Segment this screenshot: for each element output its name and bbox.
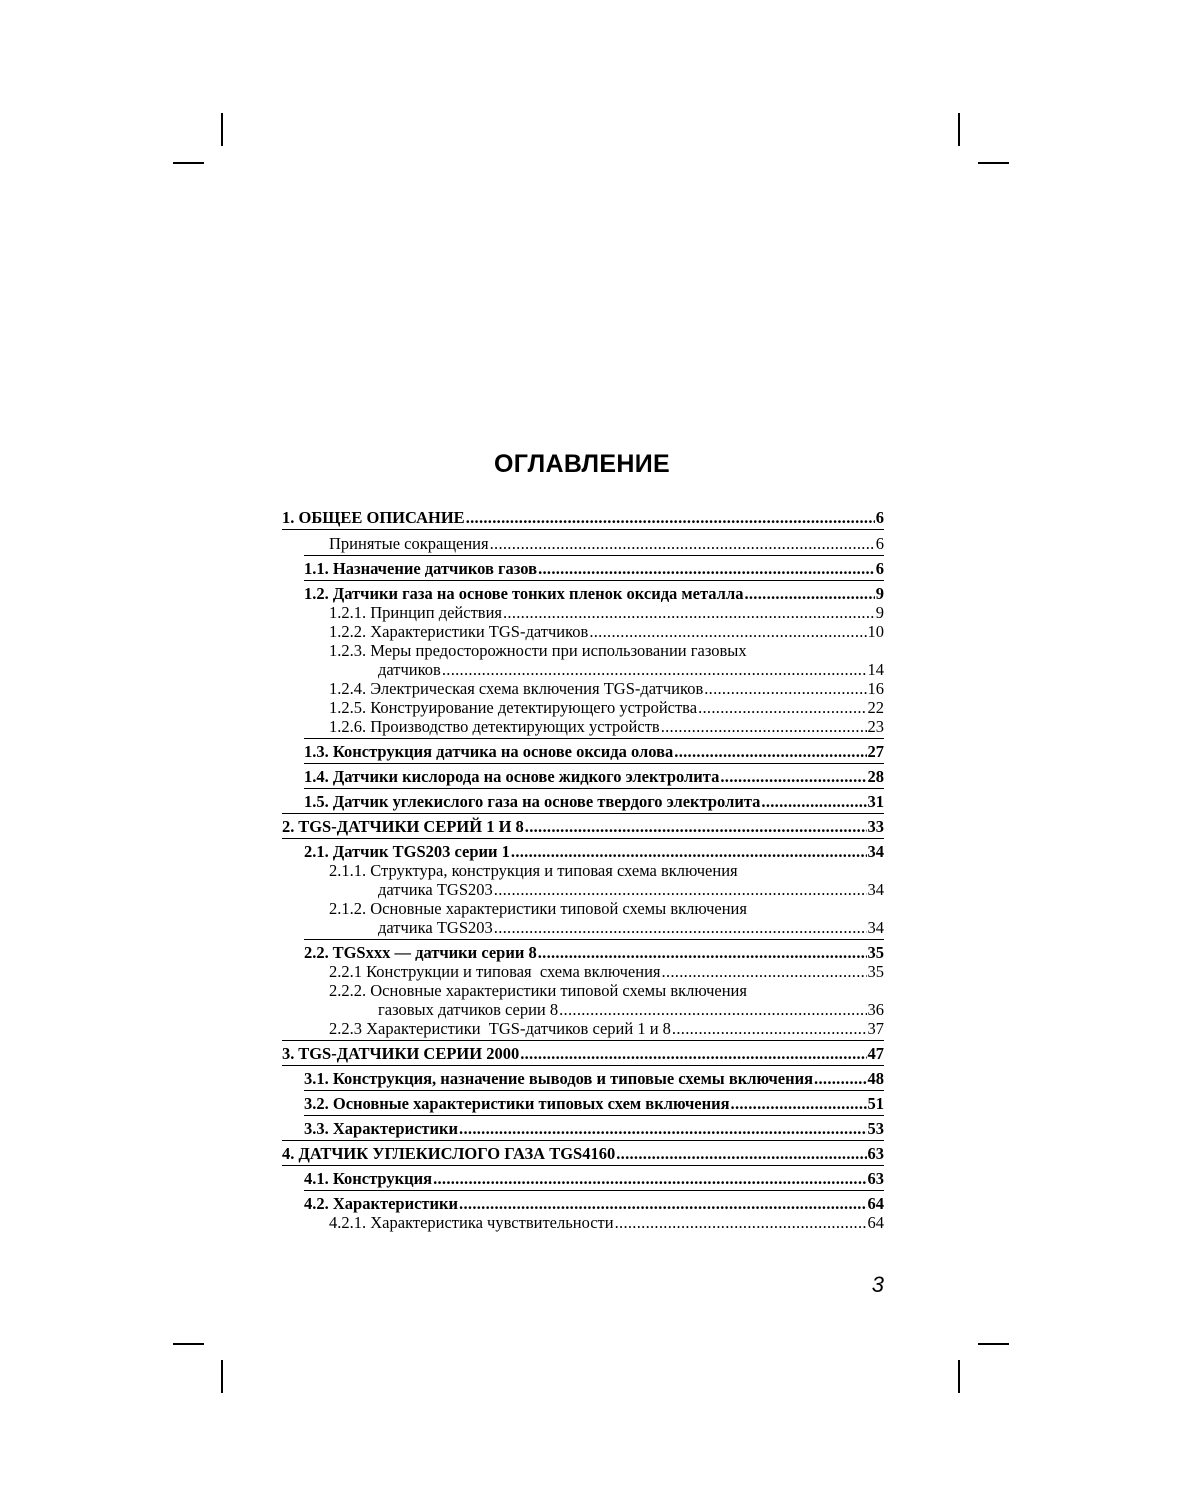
leader-dots (673, 742, 866, 761)
toc-entry[interactable] (282, 1213, 884, 1232)
toc-entry[interactable] (282, 1044, 884, 1063)
toc-entry-page: 64 (867, 1194, 884, 1213)
toc-entry-title: 1.3. Конструкция датчика на основе оксида олова (304, 742, 674, 761)
toc-entry-title: 4. ДАТЧИК УГЛЕКИСЛОГО ГАЗА TGS4160 (282, 1144, 616, 1163)
section-rule (282, 1165, 884, 1166)
leader-dots (697, 698, 866, 717)
section-rule (282, 529, 884, 530)
toc-entry-title: 3.2. Основные характеристики типовых схем включения (304, 1094, 730, 1113)
toc-entry-title: 1.2.2. Характеристики TGS-датчиков (329, 622, 589, 641)
toc-entry-title: 1.2.1. Принцип действия (329, 603, 502, 622)
toc-entry-page: 6 (875, 559, 884, 578)
toc-entry[interactable] (282, 767, 884, 786)
toc-entry-title: 4.1. Конструкция (304, 1169, 433, 1188)
toc-entry-page: 36 (867, 1000, 884, 1019)
crop-mark-bottom-right-horizontal (978, 1343, 1009, 1345)
toc-entry-title: 2. TGS-ДАТЧИКИ СЕРИЙ 1 И 8 (282, 817, 524, 836)
toc-entry-title: датчика TGS203 (378, 918, 493, 937)
section-rule (282, 1065, 884, 1066)
leader-dots (661, 962, 867, 981)
toc-entry-page: 33 (867, 817, 884, 836)
leader-dots (519, 1044, 866, 1063)
toc-entry-page: 22 (867, 698, 884, 717)
toc-entry[interactable] (282, 981, 884, 1019)
toc-entry-title: 1. ОБЩЕЕ ОПИСАНИЕ (282, 508, 465, 527)
page-title: ОГЛАВЛЕНИЕ (494, 450, 670, 478)
toc-entry-page: 34 (867, 918, 884, 937)
leader-dots (537, 943, 867, 962)
toc-entry[interactable] (282, 1019, 884, 1038)
toc-entry-title: 2.1. Датчик TGS203 серии 1 (304, 842, 510, 861)
crop-mark-bottom-left-vertical (221, 1360, 223, 1393)
crop-mark-bottom-right-vertical (958, 1360, 960, 1393)
toc-entry-title: 3.3. Характеристики (304, 1119, 459, 1138)
leader-dots (489, 534, 875, 553)
crop-mark-bottom-left-horizontal (173, 1343, 204, 1345)
leader-dots (730, 1094, 867, 1113)
toc-entry-page: 34 (867, 842, 884, 861)
toc-entry[interactable] (282, 742, 884, 761)
leader-dots (510, 842, 867, 861)
leader-dots (441, 660, 867, 679)
toc-entry[interactable] (282, 584, 884, 603)
toc-entry-title: 1.1. Назначение датчиков газов (304, 559, 538, 578)
leader-dots (671, 1019, 867, 1038)
toc-entry-page: 14 (867, 660, 884, 679)
toc-entry[interactable] (282, 622, 884, 641)
toc-entry-title: 3. TGS-ДАТЧИКИ СЕРИИ 2000 (282, 1044, 520, 1063)
toc-entry[interactable] (282, 1194, 884, 1213)
toc-entry[interactable] (282, 1069, 884, 1088)
toc-entry[interactable] (282, 534, 884, 553)
toc-entry-title: 4.2.1. Характеристика чувствительности (329, 1213, 614, 1232)
toc-entry-page: 64 (867, 1213, 884, 1232)
toc-entry[interactable] (282, 817, 884, 836)
subsection-rule (304, 1190, 884, 1191)
leader-dots (760, 792, 866, 811)
toc-entry-page: 53 (867, 1119, 884, 1138)
toc-entry-page: 63 (867, 1169, 884, 1188)
leader-dots (493, 880, 867, 899)
toc-entry[interactable] (282, 943, 884, 962)
subsection-rule (304, 1115, 884, 1116)
section-rule (282, 1140, 884, 1141)
subsection-rule (304, 738, 884, 739)
toc-entry-title-line: 2.2.2. Основные характеристики типовой схемы включения (329, 981, 747, 1000)
toc-entry-title: 4.2. Характеристики (304, 1194, 459, 1213)
toc-entry[interactable] (282, 842, 884, 861)
toc-entry-title: 2.2. TGSxxx — датчики серии 8 (304, 943, 537, 962)
toc-entry[interactable] (282, 679, 884, 698)
toc-entry-page: 28 (867, 767, 884, 786)
leader-dots (493, 918, 867, 937)
table-of-contents (282, 508, 884, 1232)
toc-entry[interactable] (282, 861, 884, 899)
toc-entry[interactable] (282, 1169, 884, 1188)
leader-dots (813, 1069, 866, 1088)
crop-mark-top-right-vertical (958, 113, 960, 146)
toc-entry-title: 1.2. Датчики газа на основе тонких пленок оксида металла (304, 584, 744, 603)
toc-entry[interactable] (282, 1119, 884, 1138)
subsection-rule (304, 1090, 884, 1091)
leader-dots (703, 679, 866, 698)
leader-dots (458, 1194, 866, 1213)
toc-entry-page: 9 (875, 584, 884, 603)
toc-entry-page: 35 (867, 943, 884, 962)
toc-entry[interactable] (282, 962, 884, 981)
page-number: 3 (871, 1272, 884, 1297)
toc-entry-page: 6 (875, 534, 884, 553)
leader-dots (719, 767, 866, 786)
toc-entry-title-line: 2.1.2. Основные характеристики типовой схемы включения (329, 899, 747, 918)
leader-dots (615, 1144, 866, 1163)
crop-mark-top-left-vertical (221, 113, 223, 146)
toc-entry-page: 35 (867, 962, 884, 981)
toc-entry[interactable] (282, 508, 884, 527)
toc-entry-page: 47 (867, 1044, 884, 1063)
leader-dots (588, 622, 866, 641)
toc-entry[interactable] (282, 1144, 884, 1163)
toc-entry-page: 23 (867, 717, 884, 736)
toc-entry[interactable] (282, 1094, 884, 1113)
toc-entry-page: 63 (867, 1144, 884, 1163)
leader-dots (432, 1169, 866, 1188)
toc-entry-title: 1.5. Датчик углекислого газа на основе твердого электролита (304, 792, 761, 811)
leader-dots (458, 1119, 866, 1138)
toc-entry-page: 34 (867, 880, 884, 899)
subsection-rule (304, 939, 884, 940)
toc-entry-page: 9 (875, 603, 884, 622)
toc-entry[interactable] (282, 899, 884, 937)
crop-mark-top-right-horizontal (978, 162, 1009, 164)
toc-entry-title: 1.2.4. Электрическая схема включения TGS-датчиков (329, 679, 704, 698)
toc-entry[interactable] (282, 698, 884, 717)
section-rule (282, 1040, 884, 1041)
leader-dots (465, 508, 875, 527)
toc-entry-page: 31 (867, 792, 884, 811)
toc-entry-title: 3.1. Конструкция, назначение выводов и типовые схемы включения (304, 1069, 814, 1088)
toc-entry-title: датчика TGS203 (378, 880, 493, 899)
leader-dots (743, 584, 874, 603)
toc-entry-title: 2.2.1 Конструкции и типовая схема включения (329, 962, 661, 981)
toc-entry-page: 27 (867, 742, 884, 761)
subsection-rule (304, 788, 884, 789)
toc-entry-title-line: 1.2.3. Меры предосторожности при использовании газовых (329, 641, 747, 660)
crop-mark-top-left-horizontal (173, 162, 204, 164)
toc-entry[interactable] (282, 559, 884, 578)
toc-entry[interactable] (282, 792, 884, 811)
section-rule (282, 813, 884, 814)
toc-entry-page: 37 (867, 1019, 884, 1038)
section-rule (282, 838, 884, 839)
toc-entry-page: 51 (867, 1094, 884, 1113)
toc-entry-page: 48 (867, 1069, 884, 1088)
toc-entry-page: 16 (867, 679, 884, 698)
toc-entry[interactable] (282, 603, 884, 622)
toc-entry-title: 2.2.3 Характеристики TGS-датчиков серий 1 и 8 (329, 1019, 671, 1038)
toc-entry[interactable] (282, 641, 884, 679)
toc-entry-title: датчиков (378, 660, 441, 679)
leader-dots (660, 717, 867, 736)
toc-entry-page: 6 (875, 508, 884, 527)
toc-entry-title-line: 2.1.1. Структура, конструкция и типовая схема включения (329, 861, 738, 880)
leader-dots (614, 1213, 867, 1232)
toc-entry-title: газовых датчиков серии 8 (378, 1000, 559, 1019)
toc-entry-title: Принятые сокращения (329, 534, 489, 553)
leader-dots (524, 817, 867, 836)
toc-entry-title: 1.2.6. Производство детектирующих устройств (329, 717, 660, 736)
toc-entry-title: 1.2.5. Конструирование детектирующего устройства (329, 698, 698, 717)
subsection-rule (304, 763, 884, 764)
leader-dots (502, 603, 875, 622)
leader-dots (537, 559, 875, 578)
subsection-rule (304, 555, 884, 556)
toc-entry-title: 1.4. Датчики кислорода на основе жидкого электролита (304, 767, 720, 786)
toc-entry-page: 10 (867, 622, 884, 641)
toc-entry[interactable] (282, 717, 884, 736)
leader-dots (558, 1000, 866, 1019)
subsection-rule (304, 580, 884, 581)
